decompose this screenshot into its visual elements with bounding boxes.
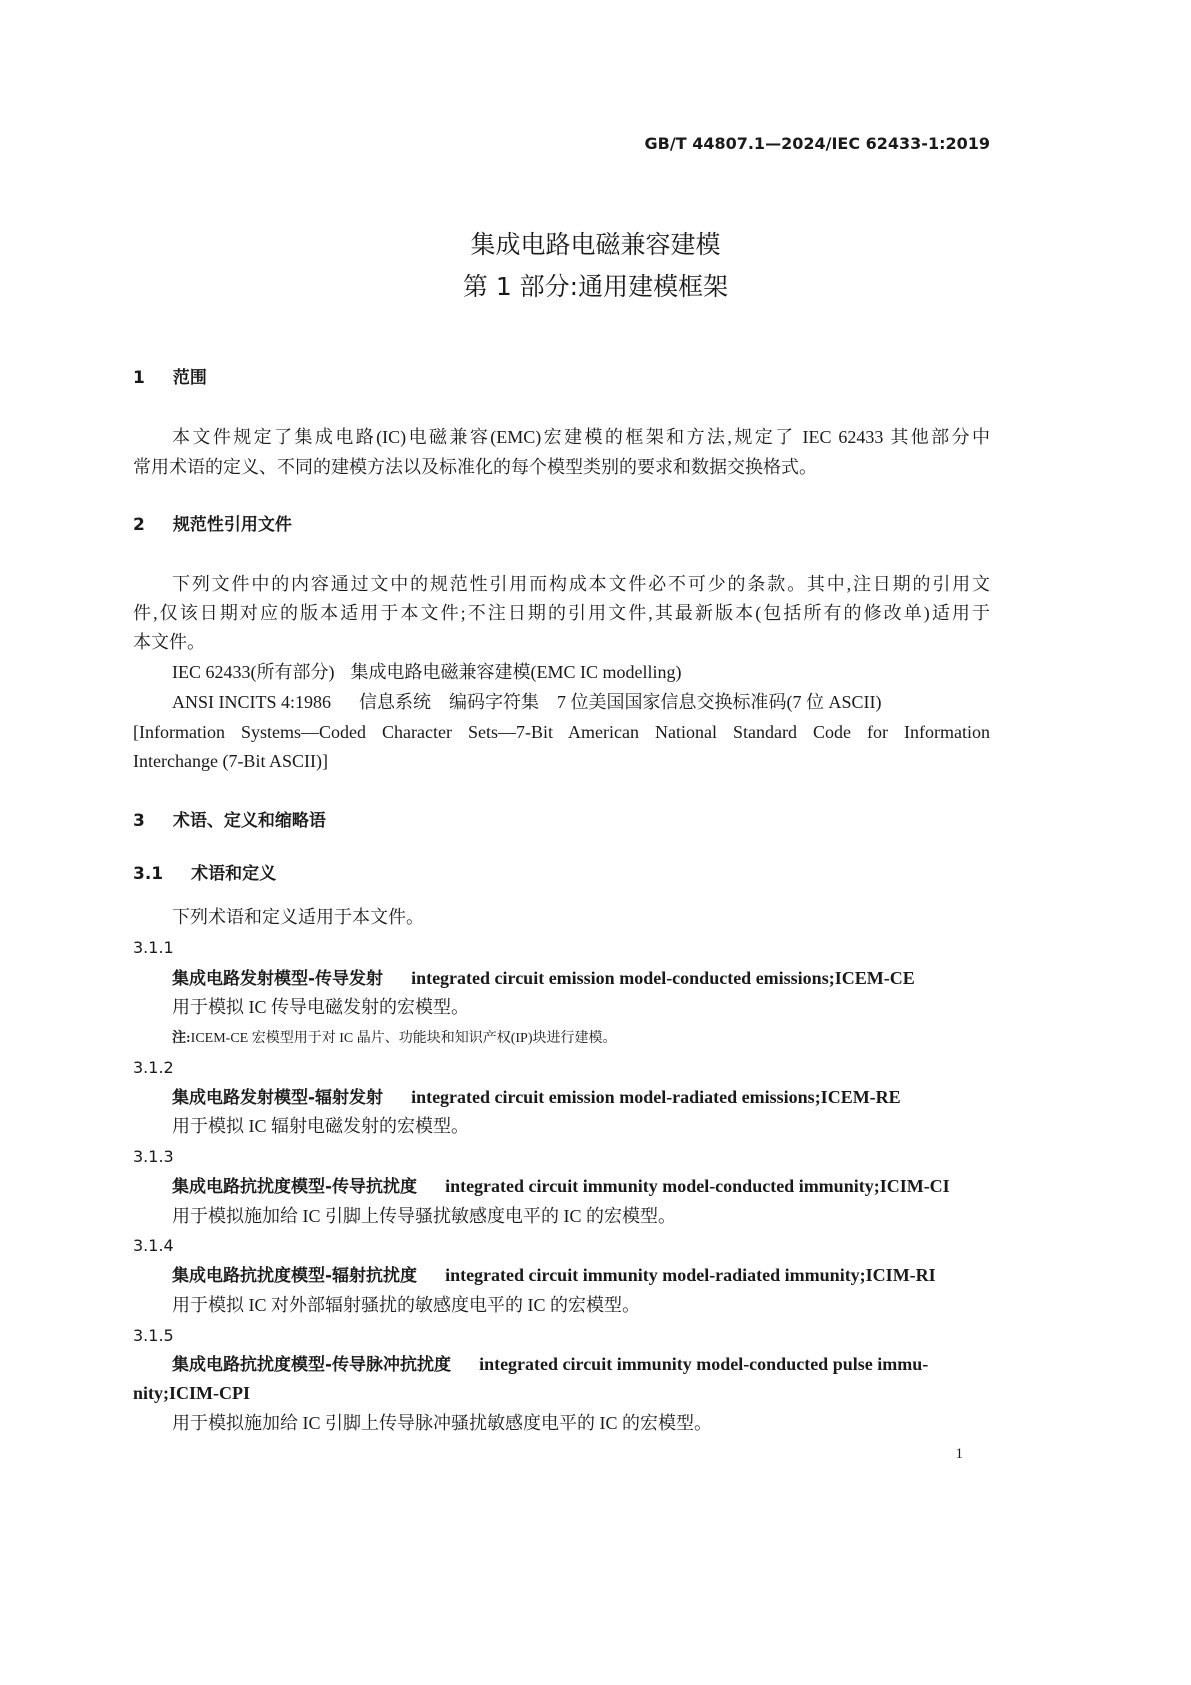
note-text: ICEM-CE 宏模型用于对 IC 晶片、功能块和知识产权(IP)块进行建模。 bbox=[190, 1031, 617, 1046]
term-english: integrated circuit immunity model-conducted immunity;ICIM-CI bbox=[445, 1176, 950, 1196]
paragraph-line: 本文件。 bbox=[133, 632, 205, 652]
term-chinese: 集成电路抗扰度模型-传导脉冲抗扰度 bbox=[172, 1355, 452, 1375]
page-number: 1 bbox=[955, 1446, 963, 1462]
term-chinese: 集成电路发射模型-辐射发射 bbox=[172, 1088, 384, 1108]
term-entry bbox=[172, 967, 990, 990]
term-number: 3.1.4 bbox=[133, 1236, 174, 1255]
section-title: 术语、定义和缩略语 bbox=[172, 811, 326, 831]
term-entry bbox=[172, 1086, 990, 1109]
subsection-3-1-heading bbox=[133, 863, 990, 885]
section-title: 术语和定义 bbox=[191, 864, 277, 884]
term-chinese: 集成电路抗扰度模型-辐射抗扰度 bbox=[172, 1266, 418, 1286]
section-number: 3 bbox=[133, 811, 145, 831]
standard-number: GB/T 44807.1—2024/IEC 62433-1:2019 bbox=[644, 134, 990, 153]
reference-title: 集成电路电磁兼容建模(EMC IC modelling) bbox=[350, 662, 682, 682]
term-english: integrated circuit emission model-radiated emissions;ICEM-RE bbox=[411, 1087, 901, 1107]
section-1-heading bbox=[133, 367, 990, 389]
section-number: 2 bbox=[133, 515, 145, 535]
term-entry bbox=[172, 1353, 990, 1376]
section-number: 1 bbox=[133, 368, 145, 388]
term-number: 3.1.5 bbox=[133, 1326, 174, 1345]
paragraph-line: 下列文件中的内容通过文中的规范性引用而构成本文件必不可少的条款。其中,注日期的引用文 bbox=[172, 574, 990, 594]
title-line-2: 第 1 部分:通用建模框架 bbox=[462, 272, 729, 301]
reference-title: 信息系统 编码字符集 7 位美国国家信息交换标准码(7 位 ASCII) bbox=[359, 692, 882, 712]
term-english: integrated circuit immunity model-conducted pulse immu- bbox=[479, 1354, 929, 1374]
section-number: 3.1 bbox=[133, 864, 164, 884]
term-english-continued: nity;ICIM-CPI bbox=[133, 1383, 250, 1403]
title-line-1: 集成电路电磁兼容建模 bbox=[470, 230, 721, 259]
reference-english-line: [Information Systems—Coded Character Sets—7-Bit American National Standard Code for Information bbox=[133, 722, 990, 742]
term-note bbox=[172, 1028, 990, 1050]
term-chinese: 集成电路抗扰度模型-传导抗扰度 bbox=[172, 1177, 418, 1197]
term-number: 3.1.3 bbox=[133, 1147, 174, 1166]
term-entry bbox=[172, 1175, 990, 1198]
paragraph-line: 下列术语和定义适用于本文件。 bbox=[172, 907, 424, 927]
term-definition: 用于模拟施加给 IC 引脚上传导骚扰敏感度电平的 IC 的宏模型。 bbox=[172, 1206, 676, 1226]
note-label: 注: bbox=[172, 1031, 191, 1046]
reference-2 bbox=[172, 691, 990, 713]
term-english: integrated circuit immunity model-radiated immunity;ICIM-RI bbox=[445, 1265, 936, 1285]
reference-1 bbox=[172, 661, 990, 683]
section-title: 规范性引用文件 bbox=[172, 515, 292, 535]
section-title: 范围 bbox=[172, 368, 207, 388]
reference-english-line: Interchange (7-Bit ASCII)] bbox=[133, 751, 328, 771]
term-entry bbox=[172, 1264, 990, 1287]
term-definition: 用于模拟 IC 辐射电磁发射的宏模型。 bbox=[172, 1116, 469, 1136]
term-english: integrated circuit emission model-conducted emissions;ICEM-CE bbox=[411, 968, 915, 988]
term-definition: 用于模拟 IC 对外部辐射骚扰的敏感度电平的 IC 的宏模型。 bbox=[172, 1295, 640, 1315]
term-definition: 用于模拟 IC 传导电磁发射的宏模型。 bbox=[172, 997, 469, 1017]
paragraph-line: 件,仅该日期对应的版本适用于本文件;不注日期的引用文件,其最新版本(包括所有的修改单)适用于 bbox=[133, 603, 990, 623]
paragraph-line: 常用术语的定义、不同的建模方法以及标准化的每个模型类别的要求和数据交换格式。 bbox=[133, 457, 817, 477]
section-2-heading bbox=[133, 514, 990, 536]
paragraph-line: 本文件规定了集成电路(IC)电磁兼容(EMC)宏建模的框架和方法,规定了 IEC 62433 其他部分中 bbox=[172, 427, 990, 447]
section-3-heading bbox=[133, 810, 990, 832]
term-definition: 用于模拟施加给 IC 引脚上传导脉冲骚扰敏感度电平的 IC 的宏模型。 bbox=[172, 1413, 712, 1433]
term-chinese: 集成电路发射模型-传导发射 bbox=[172, 969, 384, 989]
reference-code: IEC 62433(所有部分) bbox=[172, 662, 335, 682]
term-number: 3.1.1 bbox=[133, 938, 174, 957]
term-number: 3.1.2 bbox=[133, 1058, 174, 1077]
reference-code: ANSI INCITS 4:1986 bbox=[172, 692, 332, 712]
